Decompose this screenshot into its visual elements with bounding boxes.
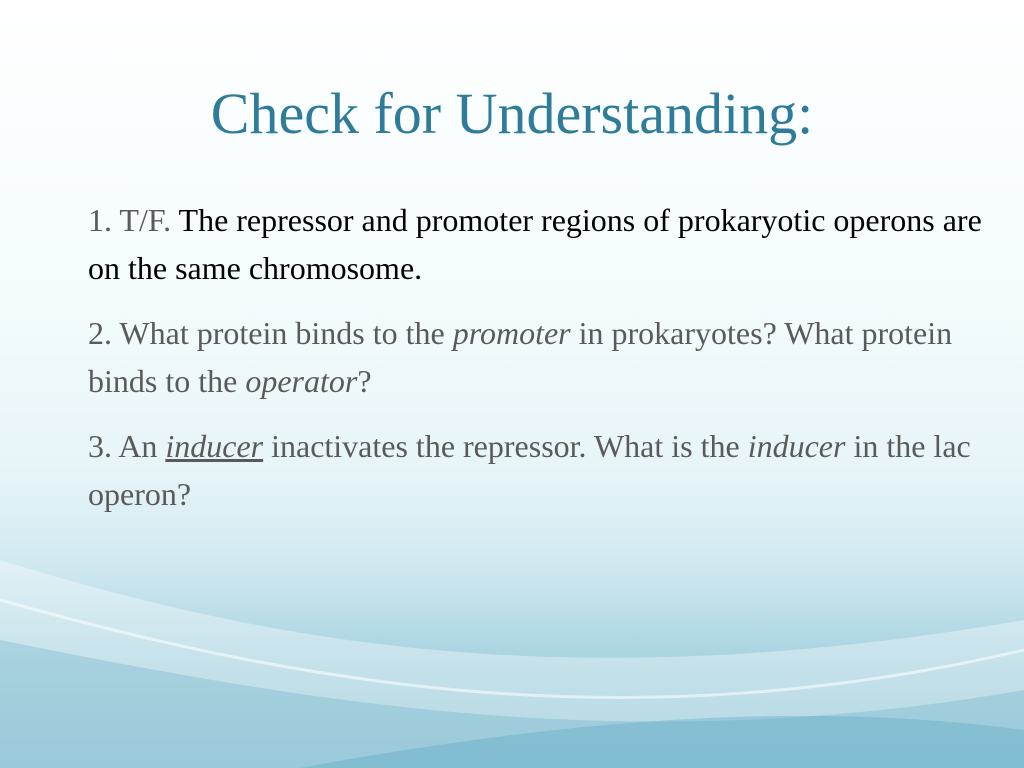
question-2-promoter-term: promoter: [452, 315, 571, 351]
slide-title: Check for Understanding:: [210, 81, 814, 146]
question-3-part2: inactivates the repressor. What is the: [263, 428, 748, 464]
question-3-inducer-term: inducer: [747, 428, 846, 464]
question-3-inducer-term-underlined: inducer: [165, 428, 264, 464]
question-2-operator-term: operator: [245, 363, 358, 399]
question-2: [88, 309, 988, 405]
question-1-text: The repressor and promoter regions of prokaryotic operons are on the same chromosome.: [88, 202, 982, 286]
question-list: [88, 196, 988, 535]
question-1: [88, 196, 988, 292]
question-2-part3: ?: [357, 363, 372, 399]
question-2-part1: 2. What protein binds to the: [88, 315, 453, 351]
question-3-part1: 3. An: [88, 428, 166, 464]
question-1-prefix: 1. T/F.: [88, 202, 172, 238]
question-3: [88, 422, 988, 518]
question-3-part3: in the lac operon?: [88, 428, 971, 512]
question-2-part2: in prokaryotes? What protein binds to the: [88, 315, 953, 399]
